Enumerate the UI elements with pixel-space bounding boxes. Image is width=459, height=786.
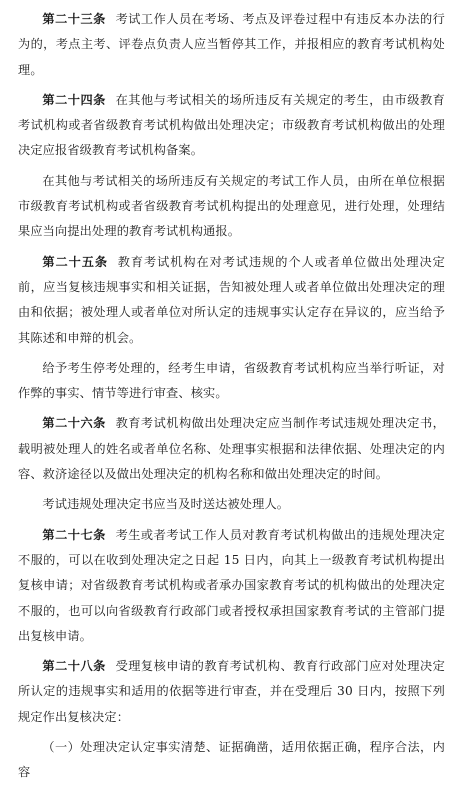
paragraph-article-25 bbox=[18, 250, 445, 351]
paragraph-article-26-cont bbox=[18, 492, 445, 517]
article-number: 第二十三条 bbox=[42, 12, 106, 26]
paragraph-article-28-item-1 bbox=[18, 735, 445, 786]
paragraph-article-26 bbox=[18, 411, 445, 487]
paragraph-text: 考生或者考试工作人员对教育考试机构做出的违规处理决定不服的，可以在收到处理决定之日起 15 日内，向其上一级教育考试机构提出复核申请；对省级教育考试机构或者承办国家教育考试的机构做出的处理决定不服的，也可以向省级教育行政部门或者授权承担国家教育考试的主管部门提出复核申请。 bbox=[18, 527, 445, 643]
paragraph-article-23 bbox=[18, 7, 445, 83]
paragraph-article-24 bbox=[18, 88, 445, 164]
paragraph-article-24-cont bbox=[18, 169, 445, 245]
paragraph-article-25-cont bbox=[18, 356, 445, 407]
paragraph-text: 教育考试机构做出处理决定应当制作考试违规处理决定书，载明被处理人的姓名或者单位名称、处理事实根据和法律依据、处理决定的内容、救济途径以及做出处理决定的机构名称和做出处理决定的时间。 bbox=[18, 416, 445, 482]
article-number: 第二十七条 bbox=[42, 527, 106, 542]
paragraph-text: 在其他与考试相关的场所违反有关规定的考试工作人员，由所在单位根据市级教育考试机构或者省级教育考试机构提出的处理意见，进行处理，处理结果应当向提出处理的教育考试机构通报。 bbox=[18, 173, 445, 239]
article-number: 第二十四条 bbox=[42, 92, 106, 107]
paragraph-text: 在其他与考试相关的场所违反有关规定的考生，由市级教育考试机构或者省级教育考试机构做出处理决定；市级教育考试机构做出的处理决定应报省级教育考试机构备案。 bbox=[18, 92, 445, 158]
paragraph-text: 教育考试机构在对考试违规的个人或者单位做出处理决定前，应当复核违规事实和相关证据，告知被处理人或者单位做出处理决定的理由和依据；被处理人或者单位对所认定的违规事实认定存在异议的，应当给予其陈述和申辩的机会。 bbox=[18, 254, 446, 345]
paragraph-text: （一）处理决定认定事实清楚、证据确凿，适用依据正确，程序合法，内容 bbox=[18, 740, 445, 780]
article-number: 第二十六条 bbox=[42, 416, 106, 431]
article-number: 第二十八条 bbox=[42, 659, 106, 674]
paragraph-text: 考试违规处理决定书应当及时送达被处理人。 bbox=[42, 497, 290, 512]
paragraph-article-27 bbox=[18, 523, 445, 649]
paragraph-text: 给予考生停考处理的，经考生申请，省级教育考试机构应当举行听证，对作弊的事实、情节等进行审查、核实。 bbox=[18, 360, 445, 401]
article-number: 第二十五条 bbox=[42, 254, 108, 269]
paragraph-article-28 bbox=[18, 654, 445, 730]
paragraph-text: 考试工作人员在考场、考点及评卷过程中有违反本办法的行为的，考点主考、评卷点负责人应当暂停其工作，并报相应的教育考试机构处理。 bbox=[18, 12, 445, 77]
paragraph-text: 受理复核申请的教育考试机构、教育行政部门应对处理决定所认定的违规事实和适用的依据等进行审查，并在受理后 30 日内，按照下列规定作出复核决定： bbox=[18, 659, 445, 724]
